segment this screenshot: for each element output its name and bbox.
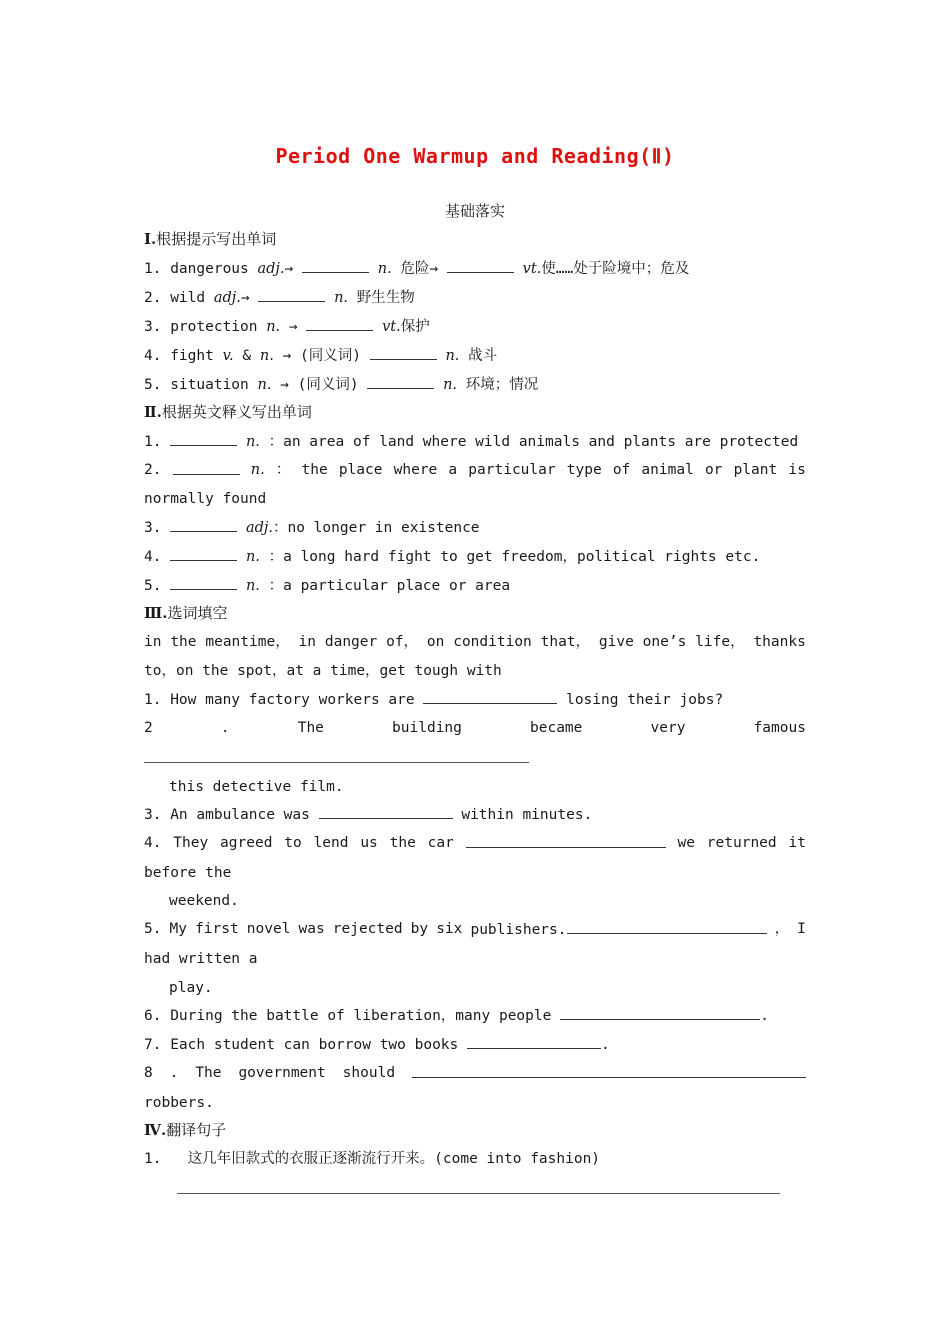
s3-q3: 3. An ambulance was within minutes. — [144, 804, 806, 825]
s1-item-1: 1. dangerous adj.→ n. 危险→ vt.使……处于险境中；危及 — [144, 258, 806, 279]
answer-blank[interactable] — [466, 833, 666, 848]
answer-blank[interactable] — [302, 258, 369, 273]
section-3-heading: Ⅲ.选词填空 — [144, 604, 228, 622]
section-1-heading: Ⅰ.根据提示写出单词 — [144, 230, 277, 248]
word-bank-line-1: in the meantime， in danger of， on condition that， give one’s life， thanks — [144, 634, 806, 650]
s2-item-3: 3. adj.：no longer in existence — [144, 517, 806, 538]
answer-blank[interactable] — [258, 287, 325, 302]
word-bank-line-2: to，on the spot，at a time，get tough with — [144, 663, 502, 679]
s1-item-2: 2. wild adj.→ n. 野生生物 — [144, 287, 806, 308]
s2-item-4: 4. n. ：a long hard fight to get freedom，political rights etc. — [144, 546, 806, 567]
s4-q1: 1. 这几年旧款式的衣服正逐渐流行开来。(come into fashion) — [144, 1151, 601, 1167]
answer-blank[interactable] — [319, 804, 453, 819]
answer-blank[interactable] — [560, 1005, 760, 1020]
answer-blank[interactable] — [170, 546, 237, 561]
answer-blank[interactable] — [367, 374, 434, 389]
s3-q4: 4. They agreed to lend us the car we returned it — [144, 835, 806, 851]
answer-blank[interactable] — [567, 919, 767, 934]
s3-q8-cont: robbers. — [144, 1095, 214, 1111]
answer-blank[interactable] — [173, 460, 240, 475]
s3-q7: 7. Each student can borrow two books . — [144, 1034, 806, 1055]
s3-q5: 5. My first novel was rejected by six publishers. ， I — [144, 921, 806, 938]
answer-blank[interactable] — [170, 517, 237, 532]
s3-q2: 2 . The building became very famous — [144, 720, 806, 736]
s2-item-2: 2. n. ： the place where a particular type of animal or plant is — [144, 462, 806, 478]
answer-blank[interactable] — [144, 762, 529, 763]
s3-q5-cont: had written a — [144, 951, 258, 967]
section-2-heading: Ⅱ.根据英文释义写出单词 — [144, 403, 312, 421]
answer-blank[interactable] — [423, 689, 557, 704]
answer-blank[interactable] — [370, 345, 437, 360]
s1-item-5: 5. situation n. → (同义词) n. 环境；情况 — [144, 374, 806, 395]
s3-q4-cont: before the — [144, 865, 232, 881]
s1-item-4: 4. fight v. & n. → (同义词) n. 战斗 — [144, 345, 806, 366]
s3-q6: 6. During the battle of liberation，many people . — [144, 1005, 806, 1026]
answer-blank[interactable] — [170, 575, 237, 590]
answer-line[interactable] — [177, 1193, 780, 1194]
s3-q5-cont2: play. — [169, 980, 213, 996]
page-title: Period One Warmup and Reading(Ⅱ) — [275, 144, 675, 168]
s2-item-1: 1. n. ：an area of land where wild animals and plants are protected — [144, 431, 806, 452]
s3-q1: 1. How many factory workers are losing their jobs? — [144, 689, 806, 710]
s3-q8: 8 . The government should — [144, 1063, 806, 1083]
s3-q2-cont: this detective film. — [169, 779, 344, 795]
s1-item-3: 3. protection n. → vt.保护 — [144, 316, 806, 337]
answer-blank[interactable] — [447, 258, 514, 273]
s2-item-5: 5. n. ：a particular place or area — [144, 575, 806, 596]
section-4-heading: Ⅳ.翻译句子 — [144, 1121, 227, 1139]
s2-item-2-cont: normally found — [144, 491, 267, 507]
s3-q4-cont2: weekend. — [169, 893, 239, 909]
answer-blank[interactable] — [412, 1063, 806, 1078]
answer-blank[interactable] — [170, 431, 237, 446]
section-subtitle: 基础落实 — [444, 202, 505, 220]
answer-blank[interactable] — [467, 1034, 601, 1049]
answer-blank[interactable] — [306, 316, 373, 331]
